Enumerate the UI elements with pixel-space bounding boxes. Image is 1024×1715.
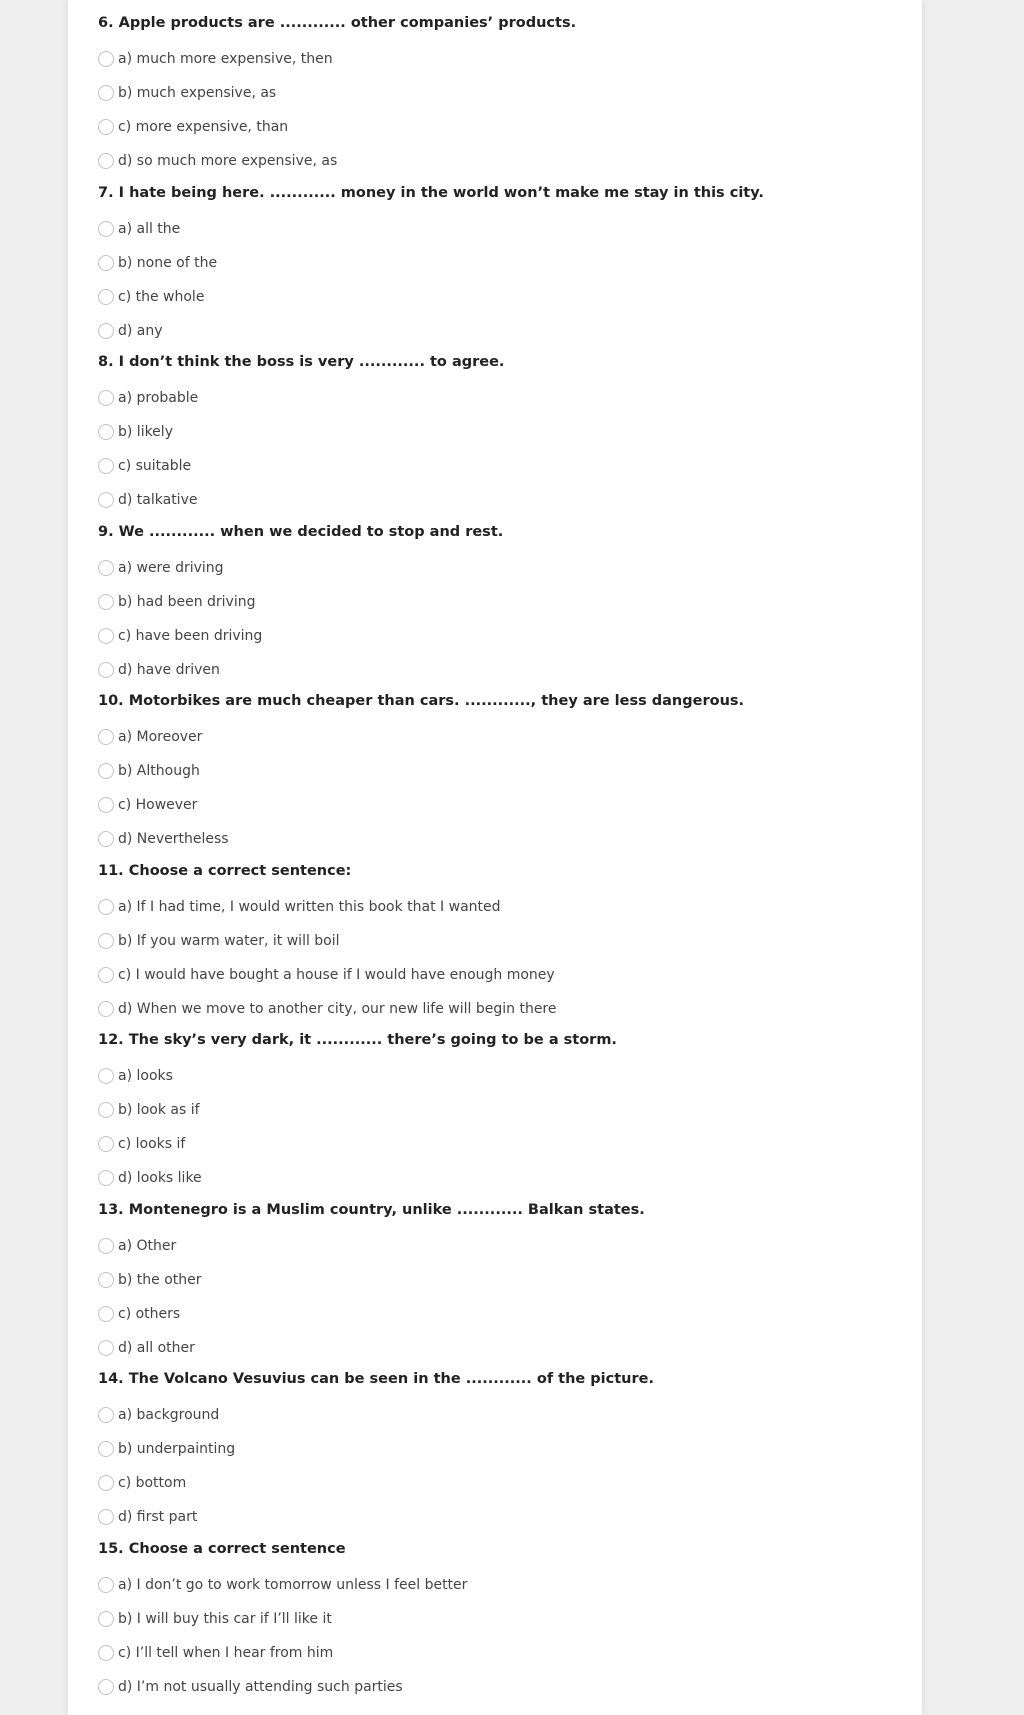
answer-option-label: b) Although: [118, 763, 200, 779]
radio-button[interactable]: [98, 153, 114, 169]
answer-option-label: b) none of the: [118, 254, 218, 271]
answer-option-label: b) underpainting: [118, 1441, 236, 1457]
question-title: 14. The Volcano Vesuvius can be seen in the ............ of the picture.: [98, 1371, 654, 1387]
answer-option-b[interactable]: [98, 420, 173, 444]
radio-button[interactable]: [98, 899, 114, 915]
answer-option-c[interactable]: [98, 1471, 186, 1495]
question-title: 11. Choose a correct sentence:: [98, 862, 352, 879]
radio-button[interactable]: [98, 255, 114, 271]
radio-button[interactable]: [98, 221, 114, 237]
radio-button[interactable]: [98, 1611, 114, 1627]
answer-option-label: b) much expensive, as: [118, 85, 277, 101]
answer-option-c[interactable]: [98, 793, 197, 817]
answer-option-label: a) probable: [118, 390, 199, 406]
answer-option-c[interactable]: [98, 624, 262, 648]
radio-button[interactable]: [98, 1475, 114, 1491]
answer-option-label: a) If I had time, I would written this book that I wanted: [118, 898, 501, 915]
answer-option-label: b) I will buy this car if I’ll like it: [118, 1610, 332, 1627]
answer-option-label: b) the other: [118, 1271, 202, 1288]
radio-button[interactable]: [98, 1136, 114, 1152]
question-title: 9. We ............ when we decided to stop and rest.: [98, 523, 504, 540]
answer-option-b[interactable]: [98, 1607, 332, 1631]
answer-option-c[interactable]: [98, 1641, 333, 1665]
answer-option-label: d) Nevertheless: [118, 831, 229, 847]
answer-option-label: c) have been driving: [118, 627, 263, 644]
answer-option-label: d) looks like: [118, 1170, 202, 1186]
radio-button[interactable]: [98, 1340, 114, 1356]
answer-option-label: c) I’ll tell when I hear from him: [118, 1644, 334, 1661]
answer-option-label: d) talkative: [118, 492, 198, 508]
answer-option-b[interactable]: [98, 251, 217, 275]
answer-option-label: c) suitable: [118, 458, 192, 474]
answer-option-c[interactable]: [98, 963, 555, 987]
answer-option-label: b) had been driving: [118, 593, 256, 610]
answer-option-label: d) have driven: [118, 661, 220, 678]
answer-option-d[interactable]: [98, 319, 163, 343]
answer-option-c[interactable]: [98, 454, 191, 478]
answer-option-label: a) much more expensive, then: [118, 51, 333, 67]
radio-button[interactable]: [98, 662, 114, 678]
radio-button[interactable]: [98, 1102, 114, 1118]
answer-option-label: b) If you warm water, it will boil: [118, 932, 340, 949]
answer-option-a[interactable]: [98, 217, 180, 241]
radio-button[interactable]: [98, 424, 114, 440]
answer-option-label: b) likely: [118, 424, 173, 440]
radio-button[interactable]: [98, 1068, 114, 1084]
answer-option-label: d) first part: [118, 1509, 198, 1525]
radio-button[interactable]: [98, 1407, 114, 1423]
radio-button[interactable]: [98, 119, 114, 135]
answer-option-d[interactable]: [98, 997, 557, 1021]
answer-option-label: c) looks if: [118, 1136, 186, 1152]
answer-option-a[interactable]: [98, 1403, 219, 1427]
radio-button[interactable]: [98, 1509, 114, 1525]
answer-option-d[interactable]: [98, 1166, 202, 1190]
answer-option-c[interactable]: [98, 1132, 185, 1156]
radio-button[interactable]: [98, 594, 114, 610]
answer-option-label: d) all other: [118, 1339, 195, 1356]
answer-option-b[interactable]: [98, 1098, 200, 1122]
answer-option-label: a) looks: [118, 1068, 173, 1084]
radio-button[interactable]: [98, 1272, 114, 1288]
answer-option-label: a) all the: [118, 220, 181, 237]
answer-option-label: c) others: [118, 1305, 181, 1322]
answer-option-c[interactable]: [98, 285, 204, 309]
answer-option-a[interactable]: [98, 895, 501, 919]
answer-option-b[interactable]: [98, 81, 276, 105]
answer-option-label: d) any: [118, 322, 163, 339]
quiz-page: [68, 0, 922, 1715]
answer-option-d[interactable]: [98, 1336, 195, 1360]
answer-option-label: c) I would have bought a house if I would have enough money: [118, 966, 555, 983]
radio-button[interactable]: [98, 1679, 114, 1695]
radio-button[interactable]: [98, 797, 114, 813]
radio-button[interactable]: [98, 323, 114, 339]
radio-button[interactable]: [98, 933, 114, 949]
radio-button[interactable]: [98, 1306, 114, 1322]
radio-button[interactable]: [98, 560, 114, 576]
answer-option-label: c) more expensive, than: [118, 119, 289, 135]
answer-option-label: a) Moreover: [118, 729, 203, 745]
answer-option-label: d) I’m not usually attending such parties: [118, 1678, 403, 1695]
radio-button[interactable]: [98, 492, 114, 508]
answer-option-label: d) When we move to another city, our new life will begin there: [118, 1000, 557, 1017]
radio-button[interactable]: [98, 1645, 114, 1661]
radio-button[interactable]: [98, 85, 114, 101]
radio-button[interactable]: [98, 831, 114, 847]
answer-option-label: c) bottom: [118, 1475, 187, 1491]
answer-option-label: a) were driving: [118, 559, 224, 576]
answer-option-b[interactable]: [98, 929, 340, 953]
radio-button[interactable]: [98, 763, 114, 779]
answer-option-label: a) background: [118, 1407, 220, 1423]
answer-option-a[interactable]: [98, 386, 198, 410]
question-title: 13. Montenegro is a Muslim country, unlike ............ Balkan states.: [98, 1201, 645, 1218]
answer-option-label: a) I don’t go to work tomorrow unless I feel better: [118, 1576, 468, 1593]
answer-option-d[interactable]: [98, 658, 220, 682]
answer-option-a[interactable]: [98, 1234, 176, 1258]
question-title: 15. Choose a correct sentence: [98, 1540, 346, 1557]
question-title: 10. Motorbikes are much cheaper than cars. ............, they are less dangerous.: [98, 693, 745, 709]
radio-button[interactable]: [98, 1577, 114, 1593]
answer-option-d[interactable]: [98, 149, 337, 173]
answer-option-a[interactable]: [98, 47, 333, 71]
answer-option-a[interactable]: [98, 556, 224, 580]
radio-button[interactable]: [98, 458, 114, 474]
answer-option-d[interactable]: [98, 488, 197, 512]
answer-option-b[interactable]: [98, 1437, 235, 1461]
radio-button[interactable]: [98, 289, 114, 305]
answer-option-label: a) Other: [118, 1237, 177, 1254]
answer-option-c[interactable]: [98, 1302, 180, 1326]
answer-option-b[interactable]: [98, 590, 256, 614]
answer-option-a[interactable]: [98, 1064, 173, 1088]
radio-button[interactable]: [98, 1441, 114, 1457]
answer-option-a[interactable]: [98, 725, 202, 749]
question-title: 6. Apple products are ............ other companies’ products.: [98, 15, 577, 31]
answer-option-label: c) However: [118, 797, 198, 813]
answer-option-label: b) look as if: [118, 1102, 200, 1118]
answer-option-d[interactable]: [98, 827, 229, 851]
question-title: 12. The sky’s very dark, it ............ there’s going to be a storm.: [98, 1032, 617, 1048]
answer-option-label: d) so much more expensive, as: [118, 153, 338, 169]
radio-button[interactable]: [98, 1170, 114, 1186]
answer-option-a[interactable]: [98, 1573, 467, 1597]
question-title: 8. I don’t think the boss is very ............ to agree.: [98, 354, 505, 370]
radio-button[interactable]: [98, 967, 114, 983]
answer-option-c[interactable]: [98, 115, 288, 139]
question-title: 7. I hate being here. ............ money in the world won’t make me stay in this city.: [98, 184, 764, 201]
radio-button[interactable]: [98, 390, 114, 406]
radio-button[interactable]: [98, 729, 114, 745]
answer-option-d[interactable]: [98, 1675, 403, 1699]
answer-option-b[interactable]: [98, 759, 200, 783]
answer-option-b[interactable]: [98, 1268, 202, 1292]
radio-button[interactable]: [98, 51, 114, 67]
radio-button[interactable]: [98, 1001, 114, 1017]
answer-option-label: c) the whole: [118, 288, 205, 305]
answer-option-d[interactable]: [98, 1505, 197, 1529]
radio-button[interactable]: [98, 628, 114, 644]
radio-button[interactable]: [98, 1238, 114, 1254]
